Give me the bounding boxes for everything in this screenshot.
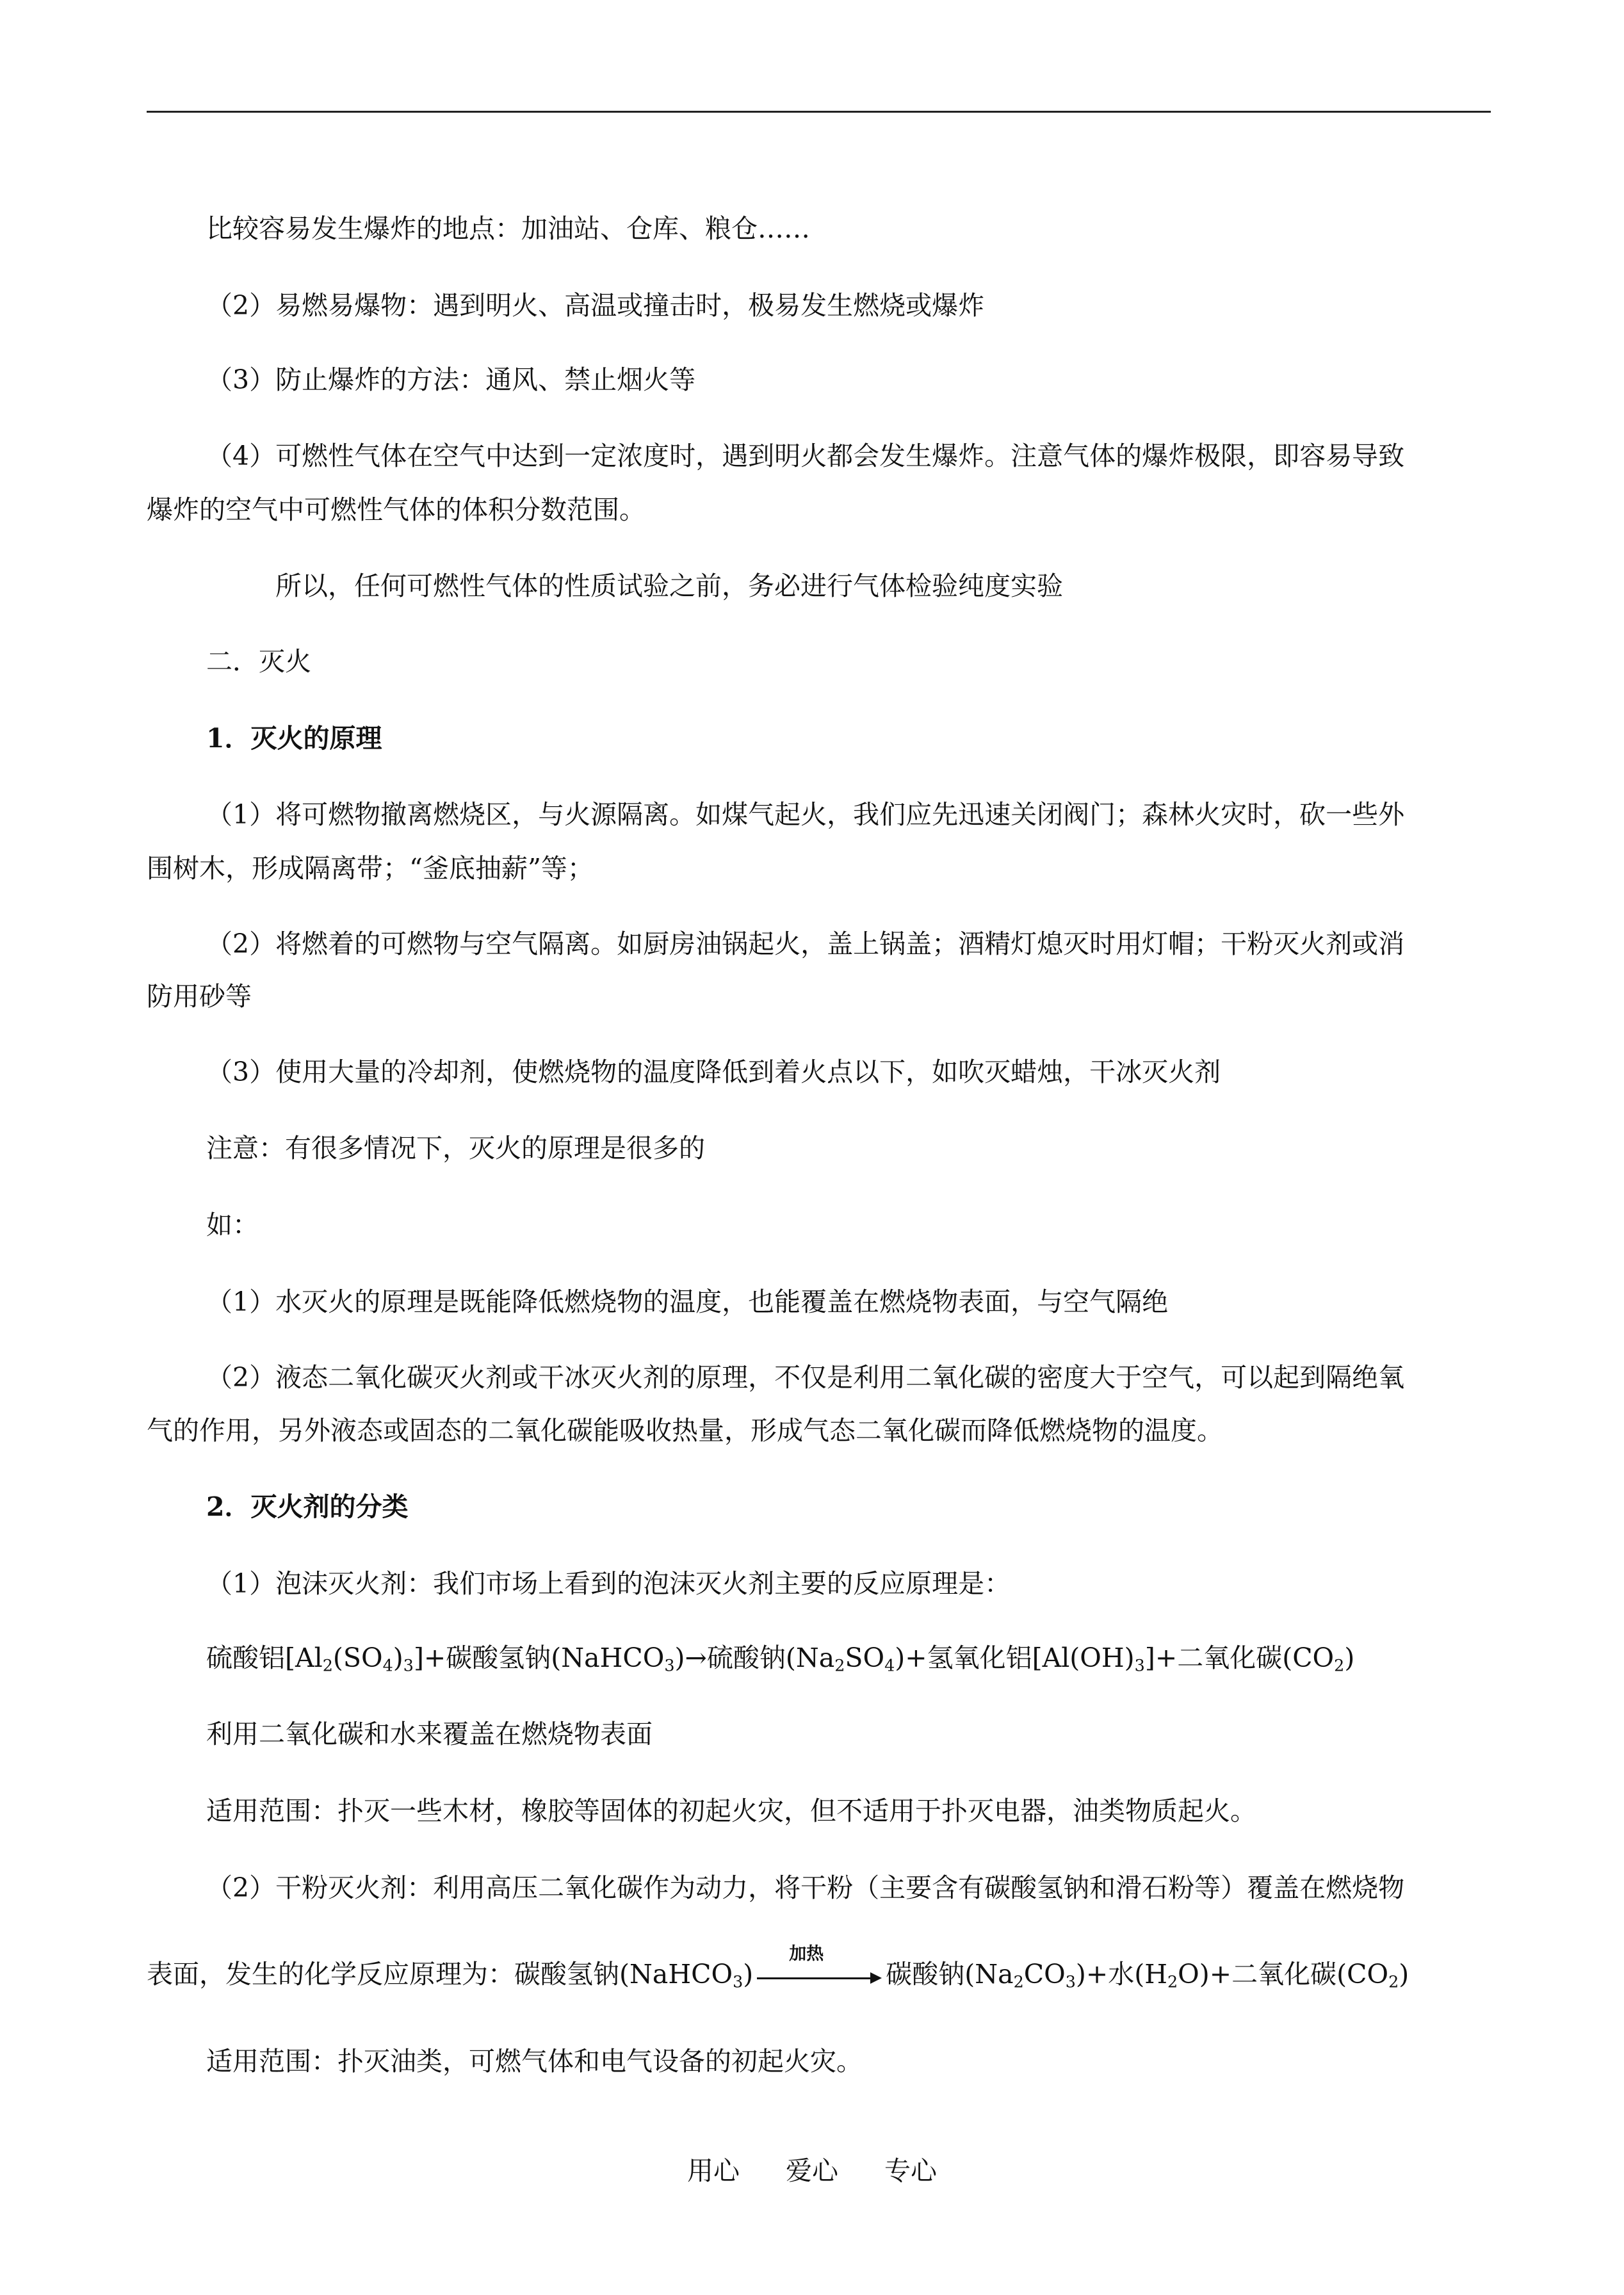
footer-word: 专心 [884,2155,937,2186]
text-line: （1）水灭火的原理是既能降低燃烧物的温度，也能覆盖在燃烧物表面，与空气隔绝 [206,1286,1169,1317]
subsection-heading: 2．灭火剂的分类 [206,1491,409,1522]
text-line: （3）防止爆炸的方法：通风、禁止烟火等 [206,364,696,395]
text-line: （2）将燃着的可燃物与空气隔离。如厨房油锅起火，盖上锅盖；酒精灯熄灭时用灯帽；干粉灭火剂或消 [206,929,1405,959]
text-line: 气的作用，另外液态或固态的二氧化碳能吸收热量，形成气态二氧化碳而降低燃烧物的温度。 [147,1415,1223,1446]
footer-word: 爱心 [786,2155,838,2186]
chemical-equation-1: 硫酸铝$[Al_2(SO_4)_3]+$碳酸氢钠(NaHCO$_3$)→硫酸钠$(Na_2SO_4)+$氢氧化铝$[Al(OH)_3]+$二氧化碳$(CO_2)$ [206,1642,1355,1675]
page-footer [0,2150,1624,2187]
text-line: 适用范围：扑灭一些木材，橡胶等固体的初起火灾，但不适用于扑灭电器，油类物质起火。 [206,1796,1256,1826]
text-line: （2）干粉灭火剂：利用高压二氧化碳作为动力，将干粉（主要含有碳酸氢钠和滑石粉等）覆盖在燃烧物 [206,1872,1405,1903]
header-rule [147,111,1491,113]
text-line: （1）泡沫灭火剂：我们市场上看到的泡沫灭火剂主要的反应原理是： [206,1568,1011,1599]
text-line: 围树木，形成隔离带；“釜底抽薪”等； [147,853,594,884]
text-line: （2）易燃易爆物：遇到明火、高温或撞击时，极易发生燃烧或爆炸 [206,290,985,321]
text-line: （1）将可燃物撤离燃烧区，与火源隔离。如煤气起火，我们应先迅速关闭阀门；森林火灾时，砍一些外 [206,799,1405,830]
text-line: 爆炸的空气中可燃性气体的体积分数范围。 [147,494,646,525]
text-line: 注意：有很多情况下，灭火的原理是很多的 [206,1133,705,1164]
text-line: 适用范围：扑灭油类，可燃气体和电气设备的初起火灾。 [206,2046,863,2077]
text-line: 利用二氧化碳和水来覆盖在燃烧物表面 [206,1719,653,1749]
text-line: 防用砂等 [147,981,252,1012]
footer-word: 用心 [687,2155,740,2186]
section-heading: 二．灭火 [206,646,311,677]
text-line: （2）液态二氧化碳灭火剂或干冰灭火剂的原理，不仅是利用二氧化碳的密度大于空气，可以起到隔绝氧 [206,1362,1405,1393]
subsection-heading: 1．灭火的原理 [206,723,382,754]
chemical-equation-2: 表面，发生的化学反应原理为：碳酸氢钠(NaHCO$_3$) 加热 碳酸钠$(Na_2CO_3)+$水$(H_2O)+$二氧化碳$(CO_2)$ [147,1943,1409,1991]
arrow-label: 加热 [789,1943,824,1964]
text-line: 如： [206,1210,259,1240]
text-line: 比较容易发生爆炸的地点：加油站、仓库、粮仓…… [206,213,810,244]
text-line: （4）可燃性气体在空气中达到一定浓度时，遇到明火都会发生爆炸。注意气体的爆炸极限，即容易导致 [206,441,1405,471]
text-line: 所以，任何可燃性气体的性质试验之前，务必进行气体检验纯度实验 [275,571,1063,601]
text-line: （3）使用大量的冷却剂，使燃烧物的温度降低到着火点以下，如吹灭蜡烛，干冰灭火剂 [206,1057,1221,1087]
reaction-arrow [757,1943,882,1986]
